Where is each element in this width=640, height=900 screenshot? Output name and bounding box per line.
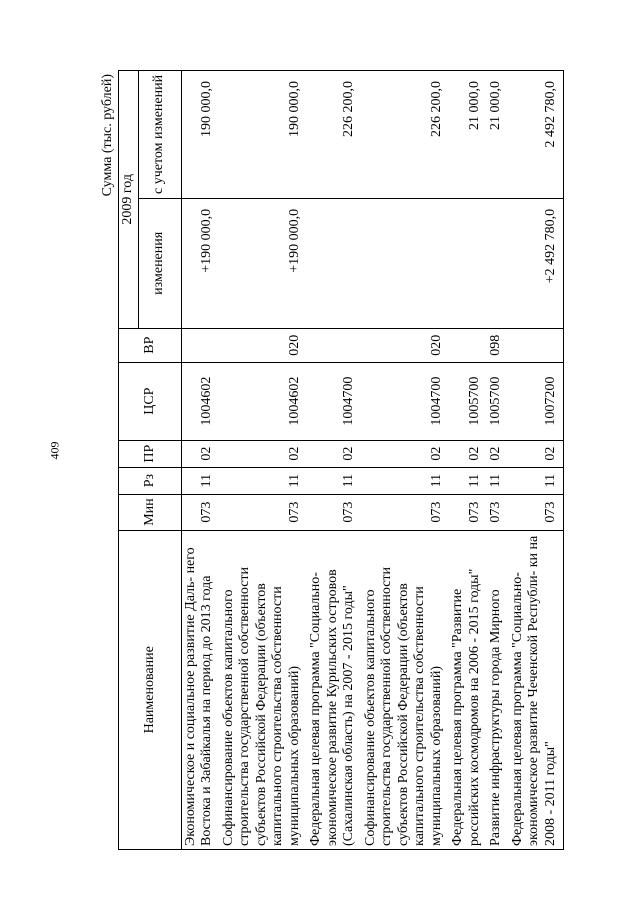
row-total: 190 000,0 — [181, 71, 220, 199]
row-vr — [181, 328, 220, 362]
row-name: Софинансирование объектов капитального строительства государственной собственности субъектов Российской Федерации (объектов капитального строительства собственности муниципальных образований) — [220, 530, 308, 849]
table-row — [509, 71, 564, 850]
row-total: 2 492 780,0 — [509, 71, 564, 199]
budget-table — [118, 70, 564, 850]
row-change — [449, 198, 487, 328]
row-change: +190 000,0 — [220, 198, 308, 328]
row-rz: 11 — [181, 467, 220, 494]
row-vr: 020 — [220, 328, 308, 362]
row-vr — [449, 328, 487, 362]
row-total: 21 000,0 — [487, 71, 509, 199]
row-pr: 02 — [307, 440, 362, 467]
row-vr — [509, 328, 564, 362]
row-pr: 02 — [181, 440, 220, 467]
row-min: 073 — [449, 494, 487, 530]
row-vr — [307, 328, 362, 362]
header-with-changes: с учетом изменений — [138, 71, 181, 199]
header-year: 2009 год — [119, 71, 139, 329]
row-csr: 1004602 — [181, 362, 220, 440]
row-rz: 11 — [307, 467, 362, 494]
row-change: +2 492 780,0 — [509, 198, 564, 328]
page-number: 409 — [47, 441, 62, 460]
row-min: 073 — [487, 494, 509, 530]
row-name: Развитие инфраструктуры города Мирного — [487, 530, 509, 849]
row-csr: 1007200 — [509, 362, 564, 440]
table-row — [181, 71, 220, 850]
row-name: Экономическое и социальное развитие Даль- него Востока и Забайкалья на период до 2013 года — [181, 530, 220, 849]
row-rz: 11 — [487, 467, 509, 494]
row-pr: 02 — [449, 440, 487, 467]
row-min: 073 — [220, 494, 308, 530]
header-vr: ВР — [119, 328, 182, 362]
header-min: Мин — [119, 494, 182, 530]
row-total: 190 000,0 — [220, 71, 308, 199]
row-rz: 11 — [362, 467, 450, 494]
table-row — [220, 71, 308, 850]
header-csr: ЦСР — [119, 362, 182, 440]
row-name: Софинансирование объектов капитального строительства государственной собственности субъектов Российской Федерации (объектов капитального строительства собственности муниципальных образований) — [362, 530, 450, 849]
row-change — [487, 198, 509, 328]
table-row — [307, 71, 362, 850]
row-min: 073 — [181, 494, 220, 530]
row-pr: 02 — [509, 440, 564, 467]
row-change — [307, 198, 362, 328]
header-rz: Рз — [119, 467, 182, 494]
row-change: +190 000,0 — [181, 198, 220, 328]
row-csr: 1004700 — [362, 362, 450, 440]
row-total: 226 200,0 — [307, 71, 362, 199]
row-vr: 098 — [487, 328, 509, 362]
row-csr: 1005700 — [487, 362, 509, 440]
row-name: Федеральная целевая программа "Социально- экономическое развитие Чеченской Республи- ки на 2008 - 2011 годы" — [509, 530, 564, 849]
header-name: Наименование — [119, 530, 182, 849]
row-name: Федеральная целевая программа "Социально- экономическое развитие Курильских островов (Сахалинская область) на 2007 - 2015 годы" — [307, 530, 362, 849]
row-name: Федеральная целевая программа "Развитие российских космодромов на 2006 - 2015 годы" — [449, 530, 487, 849]
row-rz: 11 — [220, 467, 308, 494]
table-header — [119, 71, 182, 850]
row-csr: 1005700 — [449, 362, 487, 440]
row-vr: 020 — [362, 328, 450, 362]
row-csr: 1004602 — [220, 362, 308, 440]
row-rz: 11 — [509, 467, 564, 494]
row-total: 226 200,0 — [362, 71, 450, 199]
row-csr: 1004700 — [307, 362, 362, 440]
row-rz: 11 — [449, 467, 487, 494]
row-min: 073 — [307, 494, 362, 530]
row-min: 073 — [509, 494, 564, 530]
table-row — [362, 71, 450, 850]
table-row — [487, 71, 509, 850]
row-total: 21 000,0 — [449, 71, 487, 199]
row-pr: 02 — [487, 440, 509, 467]
row-pr: 02 — [362, 440, 450, 467]
table-row — [449, 71, 487, 850]
header-changes: изменения — [138, 198, 181, 328]
row-change — [362, 198, 450, 328]
header-pr: ПР — [119, 440, 182, 467]
rotated-page-content — [100, 70, 600, 850]
row-min: 073 — [362, 494, 450, 530]
unit-label: Сумма (тыс. рублей) — [100, 74, 115, 197]
row-pr: 02 — [220, 440, 308, 467]
